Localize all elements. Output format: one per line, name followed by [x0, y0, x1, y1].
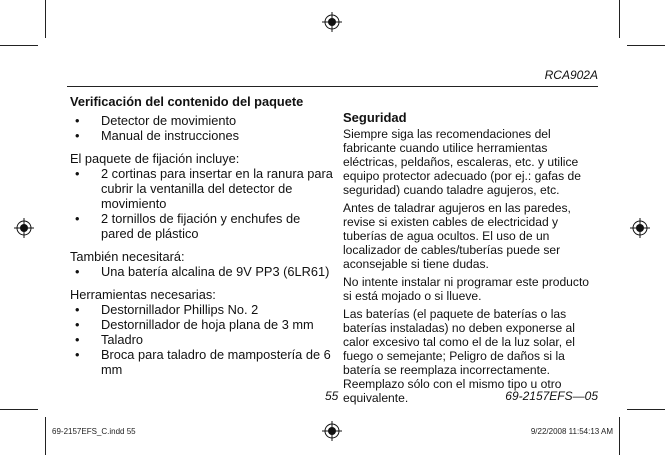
left-column: [70, 94, 335, 377]
document-code: 69-2157EFS—05: [505, 389, 598, 403]
safety-paragraph: No intente instalar ni programar este producto si está mojado o si llueve.: [343, 275, 590, 303]
slug-date: 9/22/2008 11:54:13 AM: [530, 427, 613, 436]
header-rule: [67, 86, 598, 87]
safety-paragraph: Antes de taladrar agujeros en las paredes, revise si existen cables de electricidad y tuberías de agua ocultos. El uso de un localizador de cables/tuberías puede ser aconsejable si tiene dudas.: [343, 201, 571, 271]
crop-mark-top-right-h: [627, 45, 665, 46]
crop-mark-bottom-left-h: [0, 409, 38, 410]
crop-mark-bottom-right-v: [619, 417, 620, 455]
mounting-kit-intro: El paquete de fijación incluye:: [70, 151, 240, 166]
list-item: • Destornillador de hoja plana de 3 mm: [70, 317, 335, 332]
tools-list: [70, 302, 335, 377]
list-item: • 2 tornillos de fijación y enchufes de pared de plástico: [70, 211, 335, 241]
safety-heading: Seguridad: [343, 110, 407, 125]
list-item: • Una batería alcalina de 9V PP3 (6LR61): [70, 264, 335, 279]
package-contents-list: [70, 113, 335, 143]
crop-mark-top-left-v: [45, 0, 46, 38]
mounting-kit-list: [70, 166, 335, 241]
model-number: RCA902A: [544, 68, 598, 82]
registration-mark-icon: [322, 421, 342, 441]
list-item: • Taladro: [70, 332, 335, 347]
page-number: 55: [325, 389, 339, 403]
crop-mark-bottom-left-v: [45, 417, 46, 455]
list-item: • Detector de movimiento: [70, 113, 335, 128]
crop-mark-bottom-right-h: [627, 409, 665, 410]
registration-mark-icon: [14, 218, 34, 238]
safety-paragraph: Siempre siga las recomendaciones del fabricante cuando utilice herramientas eléctricas, peldaños, escaleras, etc. y utilice equipo protector adecuado (por ej.: gafas de seguridad) cuando taladre agujeros, etc.: [343, 127, 582, 197]
package-contents-heading: Verificación del contenido del paquete: [70, 94, 304, 109]
list-item: • 2 cortinas para insertar en la ranura para cubrir la ventanilla del detector de movimiento: [70, 166, 335, 211]
tools-intro: Herramientas necesarias:: [70, 287, 216, 302]
right-column: [343, 111, 595, 409]
registration-mark-icon: [322, 12, 342, 32]
safety-paragraph: Las baterías (el paquete de baterías o las baterías instaladas) no deben exponerse al calor excesivo tal como el de la luz solar, el fuego o semejante; Peligro de daños si la batería se reemplaza incorrectamente. Reemplazo sólo con el mismo tipo u otro equivalente.: [343, 307, 575, 405]
also-needed-list: [70, 264, 335, 279]
slug-file: 69-2157EFS_C.indd 55: [52, 427, 136, 436]
crop-mark-top-right-v: [619, 0, 620, 38]
list-item: • Broca para taladro de mampostería de 6 mm: [70, 347, 335, 377]
also-needed-intro: También necesitará:: [70, 249, 185, 264]
list-item: • Destornillador Phillips No. 2: [70, 302, 335, 317]
registration-mark-icon: [630, 218, 650, 238]
list-item: • Manual de instrucciones: [70, 128, 335, 143]
crop-mark-top-left-h: [0, 45, 38, 46]
